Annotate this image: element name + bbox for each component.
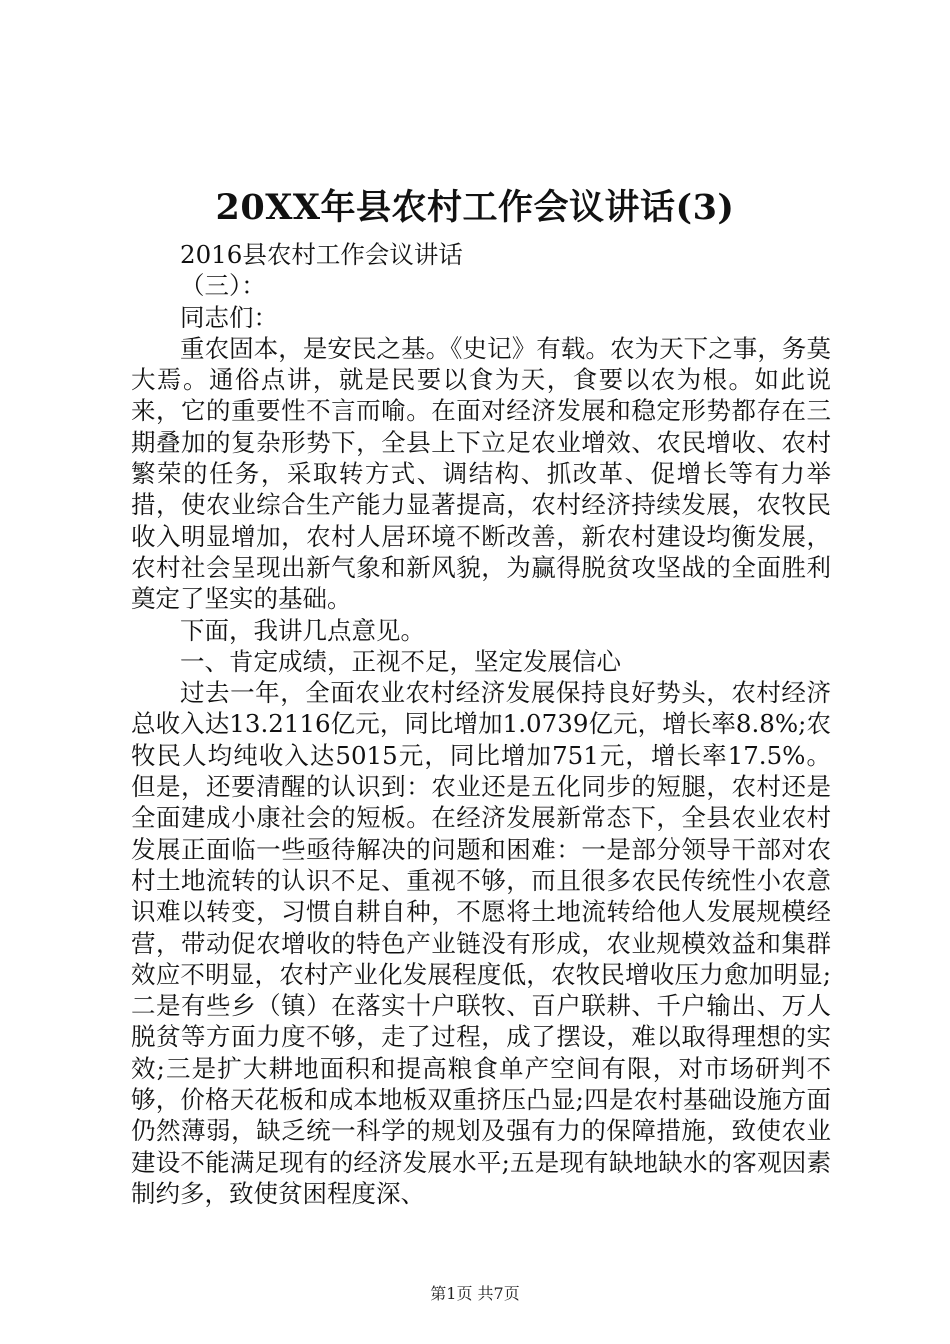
document-title: 20XX年县农村工作会议讲话(3) — [215, 187, 735, 228]
document-body — [131, 239, 831, 1209]
page-footer: 第1页 共7页 — [430, 1284, 520, 1303]
body-paragraph: 同志们： — [180, 302, 278, 332]
section-heading: 一、肯定成绩，正视不足，坚定发展信心 — [180, 646, 621, 676]
body-paragraph: 2016县农村工作会议讲话 — [180, 240, 463, 269]
body-paragraph: 过去一年，全面农业农村经济发展保持良好势头，农村经济总收入达13.2116亿元，同比增加1.0739亿元，增长率8.8%;农牧民人均纯收入达5015元，同比增加751元，增长率17.5%。但是，还要清醒的认识到：农业还是五化同步的短腿，农村还是全面建成小康社会的短板。在经济发展新常态下，全县农业农村发展正面临一些亟待解决的问题和困难：一是部分领导干部对农村土地流转的认识不足、重视不够，而且很多农民传统性小农意识难以转变，习惯自耕自种，不愿将土地流转给他人发展规模经营，带动促农增收的特色产业链没有形成，农业规模效益和集群效应不明显，农村产业化发展程度低，农牧民增收压力愈加明显;二是有些乡（镇）在落实十户联牧、百户联耕、千户输出、万人脱贫等方面力度不够，走了过程，成了摆设，难以取得理想的实效;三是扩大耕地面积和提高粮食单产空间有限，对市场研判不够，价格天花板和成本地板双重挤压凸显;四是农村基础设施方面仍然薄弱，缺乏统一科学的规划及强有力的保障措施，致使农业建设不能满足现有的经济发展水平;五是现有缺地缺水的客观因素制约多，致使贫困程度深、 — [131, 678, 831, 1208]
body-paragraph: 下面，我讲几点意见。 — [180, 615, 425, 645]
body-paragraph: 重农固本，是安民之基。《史记》有载。农为天下之事，务莫大焉。通俗点讲，就是民要以食为天，食要以农为根。如此说来，它的重要性不言而喻。在面对经济发展和稳定形势都存在三期叠加的复杂形势下，全县上下立足农业增效、农民增收、农村繁荣的任务，采取转方式、调结构、抓改革、促增长等有力举措，使农业综合生产能力显著提高，农村经济持续发展，农牧民收入明显增加，农村人居环境不断改善，新农村建设均衡发展，农村社会呈现出新气象和新风貌，为赢得脱贫攻坚战的全面胜利奠定了坚实的基础。 — [131, 333, 831, 614]
body-paragraph: （三）： — [180, 271, 266, 301]
